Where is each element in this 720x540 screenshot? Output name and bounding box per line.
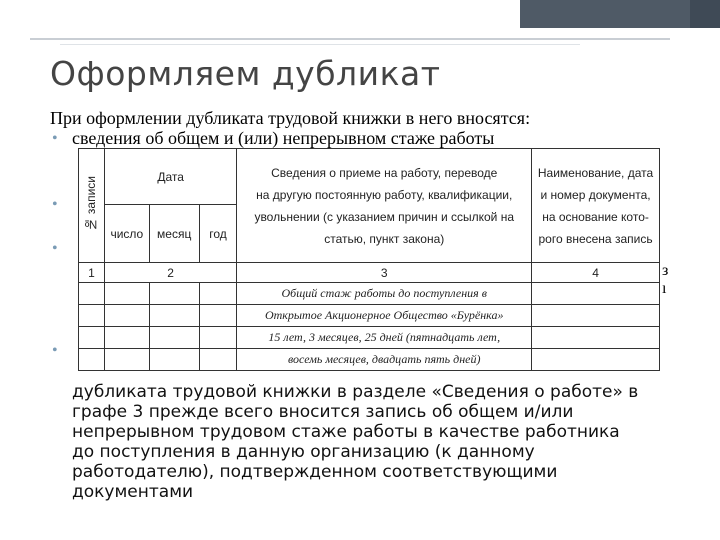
- col-day: число: [104, 205, 149, 263]
- paragraph-line: работодателю), подтвержденном соответствующими: [72, 462, 558, 482]
- bullet-marker: •: [52, 240, 58, 257]
- header-bar-accent: [690, 0, 720, 28]
- col-num-3: 3: [237, 263, 532, 283]
- intro-text: При оформлении дубликата трудовой книжки в него вносятся:: [50, 108, 531, 128]
- body-paragraph: [72, 382, 692, 502]
- side-fragment: з: [662, 262, 669, 279]
- record-entry: 15 лет, 3 месяцев, 25 дней (пятнадцать лет,: [237, 327, 532, 349]
- paragraph-line: непрерывном трудовом стаже работы в качестве работника: [72, 422, 620, 442]
- col-date: Дата: [104, 149, 237, 205]
- col-document: Наименование, дата и номер документа, на основание кото- рого внесена запись: [532, 149, 660, 263]
- paragraph-line: до поступления в данную организацию (к данному: [72, 442, 535, 462]
- paragraph-line: графе 3 прежде всего вносится запись об общем и/или: [72, 402, 574, 422]
- col-month: месяц: [149, 205, 199, 263]
- slide-title: Оформляем дубликат: [50, 54, 441, 93]
- divider-line-thin: [60, 44, 580, 45]
- col-year: год: [199, 205, 237, 263]
- divider-line: [30, 38, 670, 40]
- record-entry: восемь месяцев, двадцать пять дней): [237, 349, 532, 371]
- work-record-table: [78, 148, 660, 371]
- record-entry: Общий стаж работы до поступления в: [237, 283, 532, 305]
- col-record-no: № записи: [79, 149, 105, 263]
- bullet-marker: •: [52, 130, 58, 147]
- col-num-2: 2: [104, 263, 237, 283]
- bullet-marker: •: [52, 196, 58, 213]
- side-fragment: ı: [662, 280, 667, 297]
- bullet-marker: •: [52, 342, 58, 359]
- paragraph-line: дубликата трудовой книжки в разделе «Сведения о работе» в: [72, 382, 639, 402]
- record-entry: Открытое Акционерное Общество «Бурёнка»: [237, 305, 532, 327]
- col-num-1: 1: [79, 263, 105, 283]
- bullet-text: сведения об общем и (или) непрерывном стаже работы: [72, 128, 495, 148]
- header-bar: [520, 0, 690, 28]
- col-num-4: 4: [532, 263, 660, 283]
- paragraph-line: документами: [72, 482, 194, 502]
- col-info: Сведения о приеме на работу, переводе на другую постоянную работу, квалификации, увольнении (с указанием причин и ссылкой на статью, пункт закона): [237, 149, 532, 263]
